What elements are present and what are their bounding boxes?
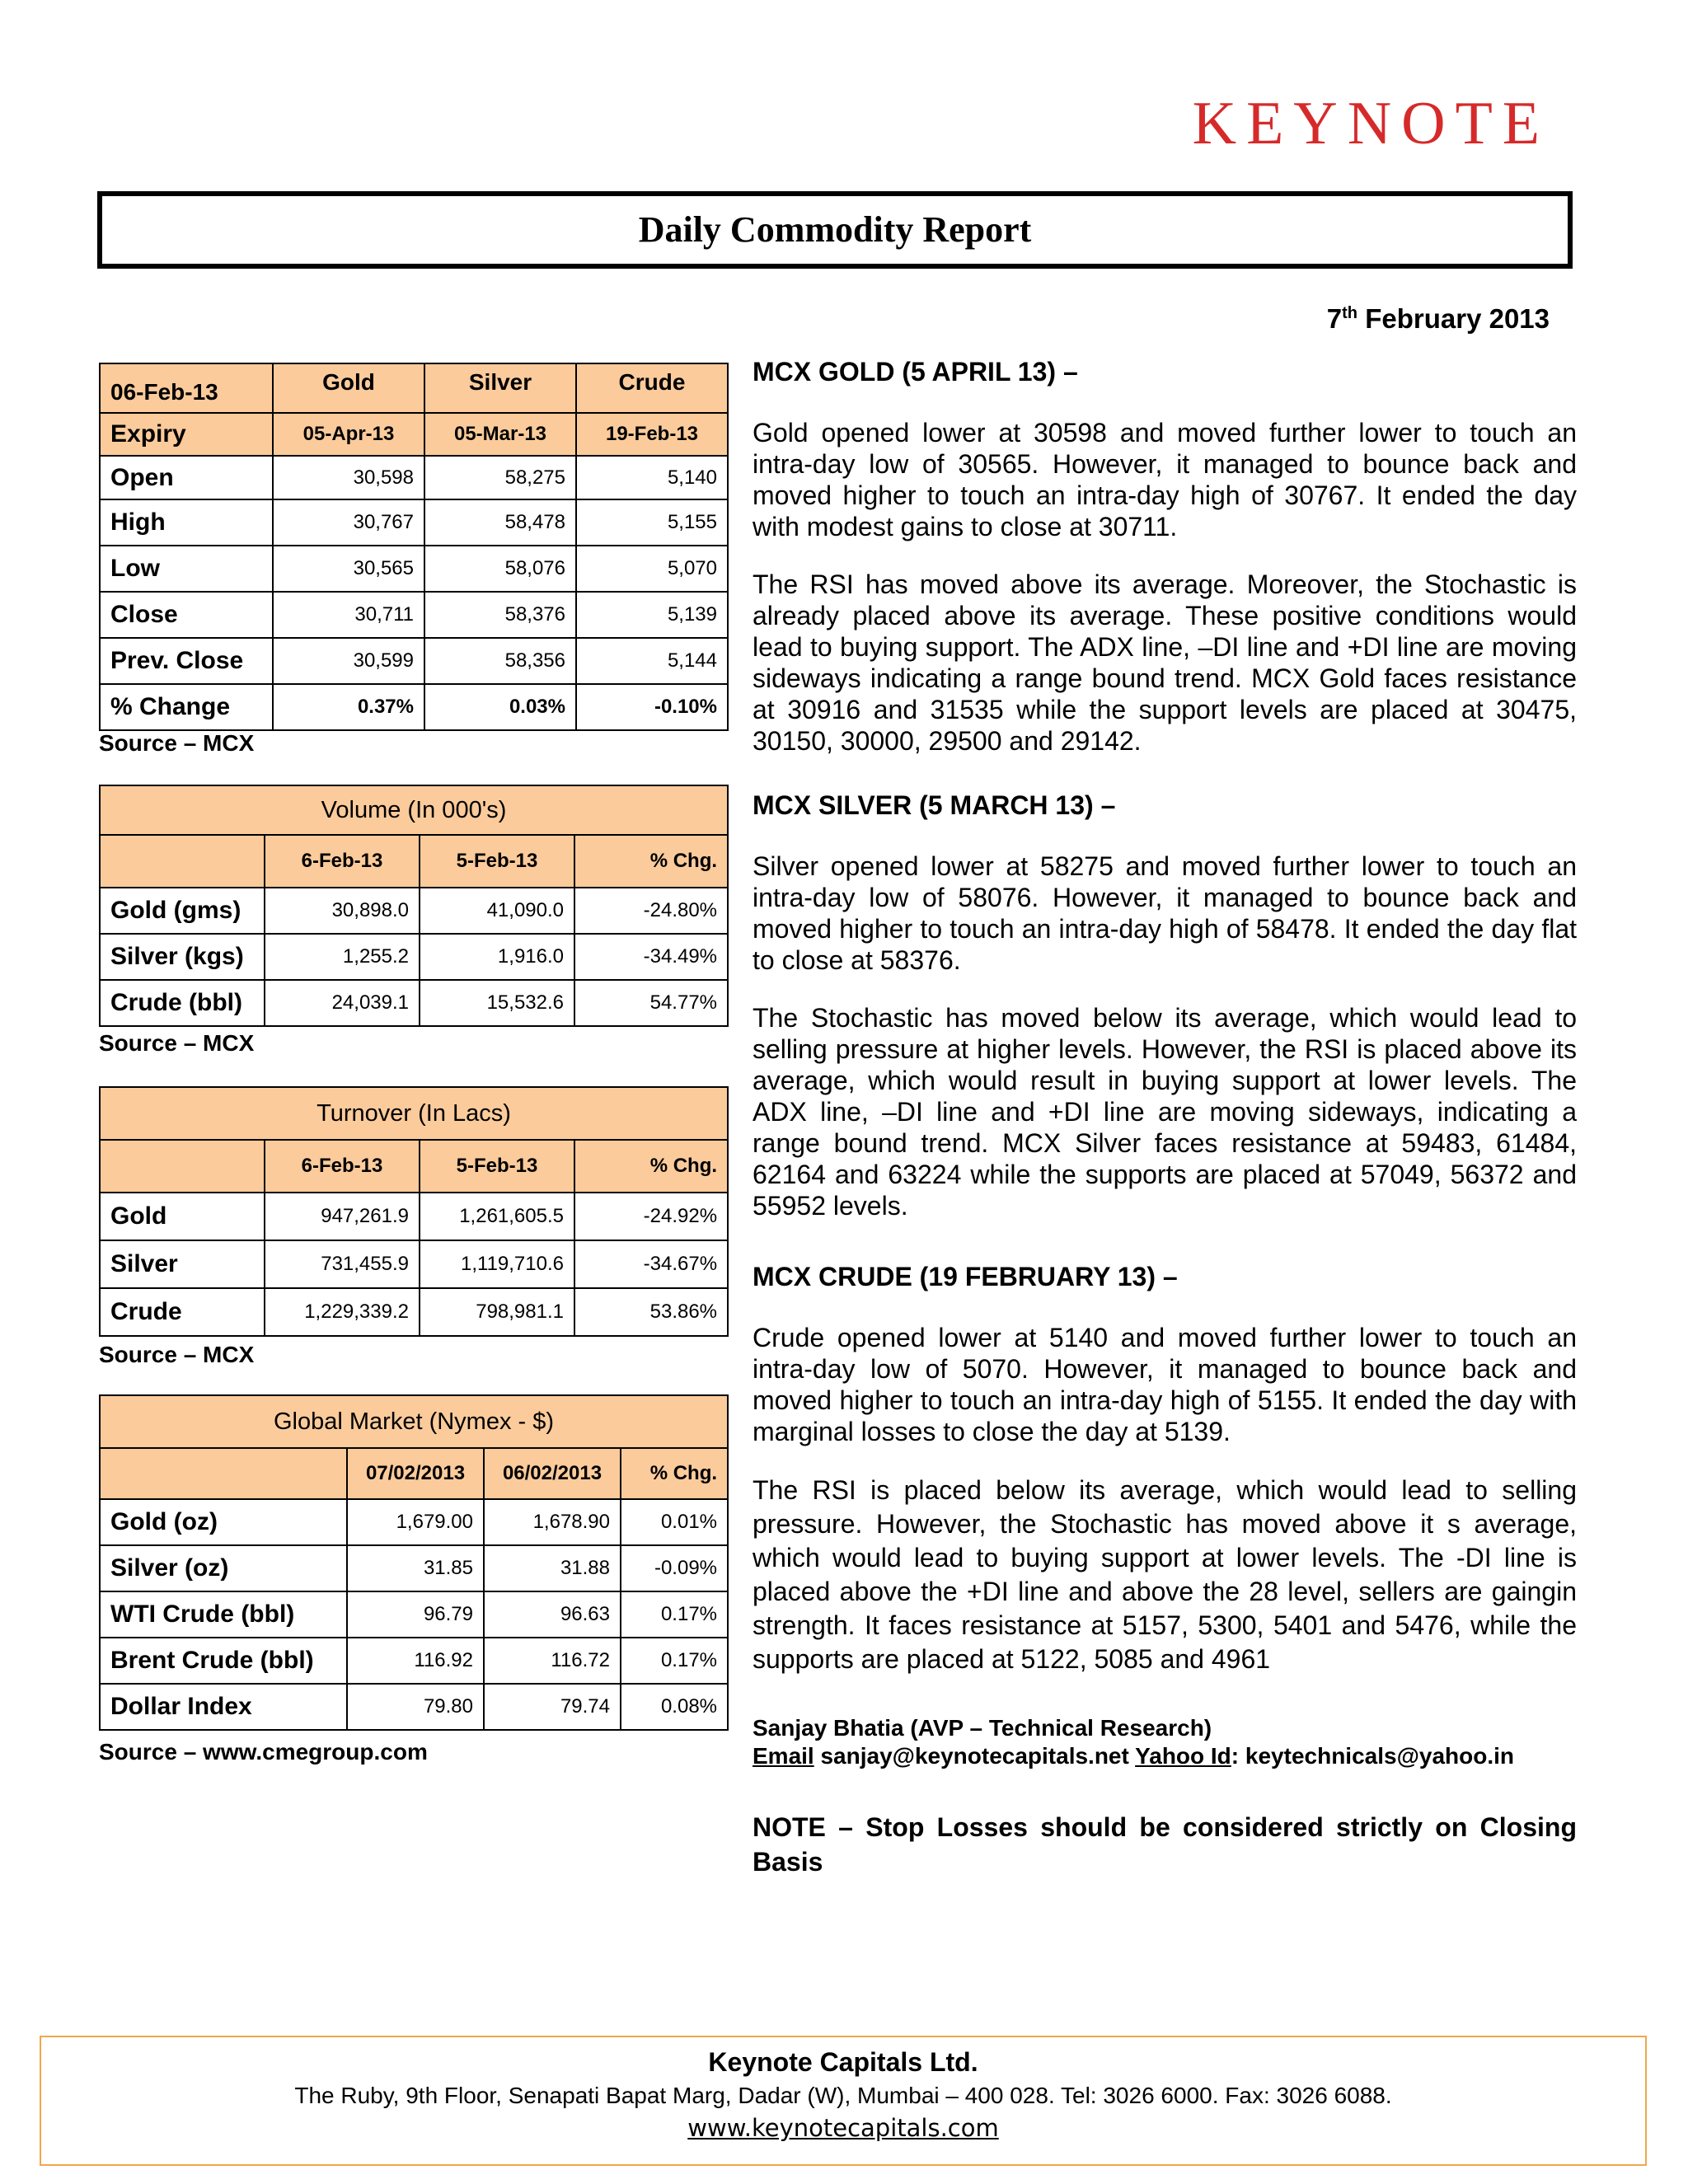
cell: 79.74: [484, 1684, 621, 1730]
volume-col-1: 6-Feb-13: [265, 835, 420, 888]
expiry-crude: 19-Feb-13: [576, 413, 728, 456]
author-name: Sanjay Bhatia (AVP – Technical Research): [753, 1715, 1212, 1741]
cell: -0.09%: [621, 1545, 728, 1591]
turnover-col-3: % Chg.: [574, 1140, 728, 1193]
note-block: [753, 1810, 1577, 1879]
date-suffix: th: [1342, 304, 1358, 322]
cell: 31.88: [484, 1545, 621, 1591]
cell: 1,119,710.6: [420, 1240, 574, 1288]
volume-col-2: 5-Feb-13: [420, 835, 574, 888]
global-col-3: % Chg.: [621, 1448, 728, 1499]
row-label: Brent Crude (bbl): [100, 1638, 347, 1684]
expiry-label: Expiry: [100, 413, 273, 456]
cell: 5,155: [576, 499, 728, 546]
cell: 0.17%: [621, 1591, 728, 1638]
footer-address: The Ruby, 9th Floor, Senapati Bapat Marg, Dadar (W), Mumbai – 400 028. Tel: 3026 6000. Fax: 3026 6088.: [294, 2083, 1392, 2108]
cell: 58,356: [424, 638, 576, 684]
global-source: Source – www.cmegroup.com: [99, 1739, 428, 1765]
cell: -24.80%: [574, 888, 728, 934]
cell: 1,229,339.2: [265, 1288, 420, 1336]
row-label: Dollar Index: [100, 1684, 347, 1730]
volume-caption: Volume (In 000's): [100, 785, 728, 835]
row-label: High: [100, 499, 273, 546]
cell: 30,711: [273, 592, 424, 638]
price-col-crude: Crude: [576, 363, 728, 413]
row-label: Crude (bbl): [100, 980, 265, 1026]
author-block: [753, 1714, 1577, 1770]
price-col-silver: Silver: [424, 363, 576, 413]
footer-website-link[interactable]: www.keynotecapitals.com: [687, 2114, 999, 2142]
price-row-close: [100, 592, 728, 638]
global-row-dollar: [100, 1684, 728, 1730]
price-col-gold: Gold: [273, 363, 424, 413]
cell: -0.10%: [576, 684, 728, 730]
turnover-col-1: 6-Feb-13: [265, 1140, 420, 1193]
price-source: Source – MCX: [99, 730, 255, 756]
price-table: [99, 363, 729, 731]
expiry-silver: 05-Mar-13: [424, 413, 576, 456]
silver-section: [753, 790, 1577, 1221]
row-label: WTI Crude (bbl): [100, 1591, 347, 1638]
volume-table: [99, 785, 729, 1027]
cell: 1,678.90: [484, 1499, 621, 1545]
price-corner: 06-Feb-13: [100, 363, 273, 413]
author-contact: [753, 1742, 1577, 1770]
cell: 947,261.9: [265, 1193, 420, 1240]
global-market-table: [99, 1394, 729, 1731]
row-label: % Change: [100, 684, 273, 730]
row-label: Close: [100, 592, 273, 638]
cell: 24,039.1: [265, 980, 420, 1026]
price-row-high: [100, 499, 728, 546]
report-date: [1327, 303, 1550, 335]
cell: 30,598: [273, 456, 424, 499]
footer: [40, 2036, 1647, 2166]
cell: 116.92: [347, 1638, 484, 1684]
cell: 1,255.2: [265, 934, 420, 980]
crude-paragraph-2: The RSI is placed below its average, which would lead to selling pressure. However, the Stochastic has moved above it s average, which would lead to buying support at lower levels. The -DI line is placed above the +DI line and above the 28 level, sellers are gaingin strength. It faces resistance at 5157, 5300, 5401 and 5476, while the supports are placed at 5122, 5085 and 4961: [753, 1475, 1577, 1674]
cell: 1,916.0: [420, 934, 574, 980]
turnover-source: Source – MCX: [99, 1342, 255, 1367]
cell: 58,275: [424, 456, 576, 499]
cell: 31.85: [347, 1545, 484, 1591]
row-label: Silver (oz): [100, 1545, 347, 1591]
email-address[interactable]: sanjay@keynotecapitals.net: [814, 1743, 1136, 1769]
price-row-change: [100, 684, 728, 730]
turnover-table: [99, 1086, 729, 1337]
cell: 0.17%: [621, 1638, 728, 1684]
row-label: Prev. Close: [100, 638, 273, 684]
row-label: Gold (gms): [100, 888, 265, 934]
cell: 1,679.00: [347, 1499, 484, 1545]
cell: -24.92%: [574, 1193, 728, 1240]
global-col-1: 07/02/2013: [347, 1448, 484, 1499]
row-label: Silver (kgs): [100, 934, 265, 980]
cell: 731,455.9: [265, 1240, 420, 1288]
global-row-gold: [100, 1499, 728, 1545]
turnover-corner: [100, 1140, 265, 1193]
silver-paragraph-1: Silver opened lower at 58275 and moved further lower to touch an intra-day low of 58076. However, it managed to bounce back and moved higher to touch an intra-day high of 58478. It ended the day flat to close at 58376.: [753, 851, 1577, 975]
yahoo-label: Yahoo Id: [1135, 1743, 1231, 1769]
global-row-brent: [100, 1638, 728, 1684]
cell: 0.08%: [621, 1684, 728, 1730]
cell: 41,090.0: [420, 888, 574, 934]
report-title: Daily Commodity Report: [638, 209, 1032, 250]
volume-row-gold: [100, 888, 728, 934]
yahoo-id[interactable]: : keytechnicals@yahoo.in: [1231, 1743, 1514, 1769]
volume-row-silver: [100, 934, 728, 980]
cell: 798,981.1: [420, 1288, 574, 1336]
cell: 1,261,605.5: [420, 1193, 574, 1240]
turnover-row-silver: [100, 1240, 728, 1288]
cell: 30,599: [273, 638, 424, 684]
cell: 116.72: [484, 1638, 621, 1684]
global-row-wti: [100, 1591, 728, 1638]
cell: 96.79: [347, 1591, 484, 1638]
cell: 5,139: [576, 592, 728, 638]
cell: 54.77%: [574, 980, 728, 1026]
global-row-silver: [100, 1545, 728, 1591]
row-label: Gold (oz): [100, 1499, 347, 1545]
footer-company: Keynote Capitals Ltd.: [708, 2047, 978, 2077]
date-rest: February 2013: [1357, 303, 1550, 334]
cell: 5,140: [576, 456, 728, 499]
price-row-prev-close: [100, 638, 728, 684]
cell: -34.67%: [574, 1240, 728, 1288]
cell: 58,478: [424, 499, 576, 546]
cell: -34.49%: [574, 934, 728, 980]
cell: 0.01%: [621, 1499, 728, 1545]
cell: 15,532.6: [420, 980, 574, 1026]
row-label: Gold: [100, 1193, 265, 1240]
volume-row-crude: [100, 980, 728, 1026]
cell: 53.86%: [574, 1288, 728, 1336]
gold-section: [753, 356, 1577, 757]
stop-loss-note: NOTE – Stop Losses should be considered strictly on Closing Basis: [753, 1812, 1577, 1877]
turnover-col-2: 5-Feb-13: [420, 1140, 574, 1193]
silver-heading: MCX SILVER (5 MARCH 13) –: [753, 790, 1116, 820]
expiry-gold: 05-Apr-13: [273, 413, 424, 456]
cell: 5,144: [576, 638, 728, 684]
cell: 30,767: [273, 499, 424, 546]
crude-heading: MCX CRUDE (19 FEBRUARY 13) –: [753, 1262, 1178, 1291]
report-title-box: [97, 191, 1573, 269]
volume-col-3: % Chg.: [574, 835, 728, 888]
global-corner: [100, 1448, 347, 1499]
price-row-open: [100, 456, 728, 499]
row-label: Crude: [100, 1288, 265, 1336]
cell: 58,076: [424, 546, 576, 592]
volume-source: Source – MCX: [99, 1030, 255, 1056]
cell: 0.37%: [273, 684, 424, 730]
date-day: 7: [1326, 303, 1343, 334]
price-row-low: [100, 546, 728, 592]
row-label: Open: [100, 456, 273, 499]
keynote-logo: KEYNOTE: [1192, 90, 1550, 157]
cell: 58,376: [424, 592, 576, 638]
cell: 0.03%: [424, 684, 576, 730]
cell: 5,070: [576, 546, 728, 592]
cell: 30,898.0: [265, 888, 420, 934]
turnover-row-crude: [100, 1288, 728, 1336]
crude-section: [753, 1261, 1577, 1676]
turnover-row-gold: [100, 1193, 728, 1240]
turnover-caption: Turnover (In Lacs): [100, 1087, 728, 1140]
gold-paragraph-2: The RSI has moved above its average. Moreover, the Stochastic is already placed above its average. These positive conditions would lead to buying support. The ADX line, –DI line and +DI line are moving sideways indicating a range bound trend. MCX Gold faces resistance at 30916 and 31535 while the support levels are placed at 30475, 30150, 30000, 29500 and 29142.: [753, 569, 1577, 756]
volume-corner: [100, 835, 265, 888]
crude-paragraph-1: Crude opened lower at 5140 and moved further lower to touch an intra-day low of 5070. However, it managed to bounce back and moved higher to touch an intra-day high of 5155. It ended the day with marginal losses to close the day at 5139.: [753, 1323, 1577, 1446]
gold-paragraph-1: Gold opened lower at 30598 and moved further lower to touch an intra-day low of 30565. However, it managed to bounce back and moved higher to touch an intra-day high of 30767. It ended the day with modest gains to close at 30711.: [753, 418, 1577, 541]
global-caption: Global Market (Nymex - $): [100, 1395, 728, 1448]
cell: 30,565: [273, 546, 424, 592]
cell: 96.63: [484, 1591, 621, 1638]
silver-paragraph-2: The Stochastic has moved below its average, which would lead to selling pressure at higher levels. However, the RSI is placed above its average, which would result in buying support at lower levels. The ADX line, –DI line and +DI line are moving sideways, indicating a range bound trend. MCX Silver faces resistance at 59483, 61484, 62164 and 63224 while the supports are placed at 57049, 56372 and 55952 levels.: [753, 1003, 1577, 1221]
cell: 79.80: [347, 1684, 484, 1730]
gold-heading: MCX GOLD (5 APRIL 13) –: [753, 357, 1078, 387]
email-label: Email: [753, 1743, 814, 1769]
row-label: Low: [100, 546, 273, 592]
global-col-2: 06/02/2013: [484, 1448, 621, 1499]
row-label: Silver: [100, 1240, 265, 1288]
